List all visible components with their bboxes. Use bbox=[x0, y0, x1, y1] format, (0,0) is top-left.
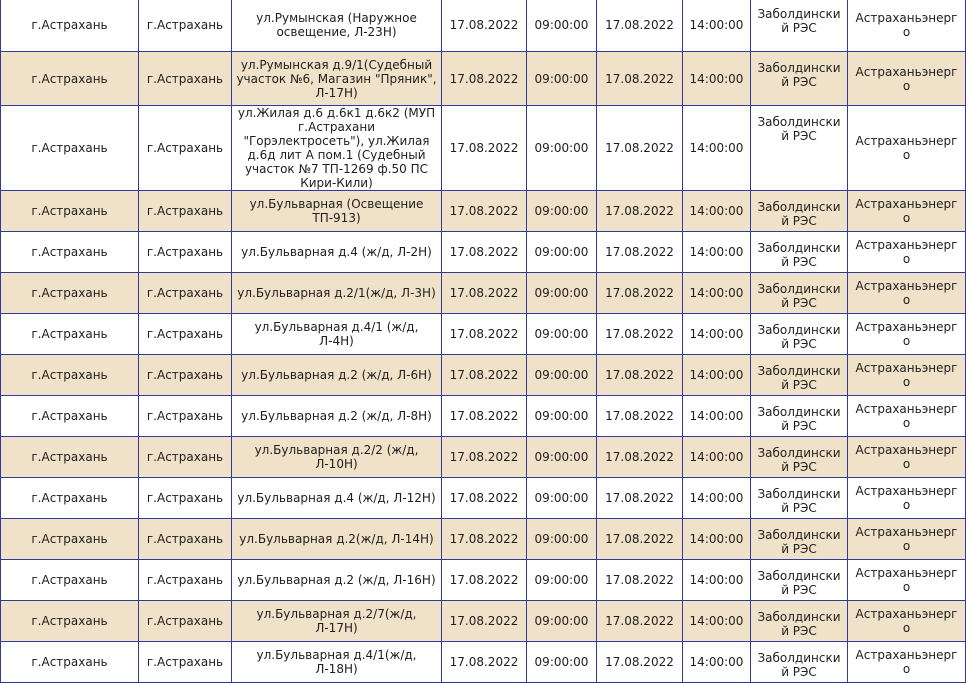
cell-network: Астраханьэнерго bbox=[848, 0, 966, 52]
table-row bbox=[1, 396, 966, 437]
cell-res: Заболдинский РЭС bbox=[751, 396, 848, 437]
cell-end-date: 17.08.2022 bbox=[597, 0, 683, 52]
cell-start-time: 09:00:00 bbox=[527, 601, 597, 642]
cell-res: Заболдинский РЭС bbox=[751, 0, 848, 52]
cell-settlement: г.Астрахань bbox=[1, 0, 139, 52]
cell-locality: г.Астрахань bbox=[139, 106, 232, 191]
cell-end-date: 17.08.2022 bbox=[597, 191, 683, 232]
table-row bbox=[1, 52, 966, 106]
cell-settlement: г.Астрахань bbox=[1, 396, 139, 437]
cell-settlement: г.Астрахань bbox=[1, 273, 139, 314]
cell-address: ул.Бульварная д.2/2 (ж/д, Л-10Н) bbox=[232, 437, 442, 478]
cell-settlement: г.Астрахань bbox=[1, 232, 139, 273]
cell-res: Заболдинский РЭС bbox=[751, 314, 848, 355]
cell-locality: г.Астрахань bbox=[139, 560, 232, 601]
cell-end-date: 17.08.2022 bbox=[597, 355, 683, 396]
cell-start-date: 17.08.2022 bbox=[442, 642, 527, 683]
cell-end-time: 14:00:00 bbox=[683, 0, 751, 52]
table-row bbox=[1, 478, 966, 519]
table-row bbox=[1, 232, 966, 273]
cell-network: Астраханьэнерго bbox=[848, 355, 966, 396]
cell-end-date: 17.08.2022 bbox=[597, 273, 683, 314]
cell-end-time: 14:00:00 bbox=[683, 478, 751, 519]
cell-network: Астраханьэнерго bbox=[848, 396, 966, 437]
cell-end-date: 17.08.2022 bbox=[597, 314, 683, 355]
cell-start-time: 09:00:00 bbox=[527, 437, 597, 478]
cell-start-date: 17.08.2022 bbox=[442, 191, 527, 232]
cell-end-time: 14:00:00 bbox=[683, 437, 751, 478]
cell-start-time: 09:00:00 bbox=[527, 0, 597, 52]
cell-address: ул.Жилая д.6 д.6к1 д.6к2 (МУП г.Астрахани "Горэлектросеть"), ул.Жилая д.6д лит А пом.1 (Судебный участок №7 ТП-1269 ф.50 ПС Кири-Кили) bbox=[232, 106, 442, 191]
cell-end-time: 14:00:00 bbox=[683, 519, 751, 560]
table-body bbox=[1, 0, 966, 683]
cell-network: Астраханьэнерго bbox=[848, 106, 966, 191]
cell-res: Заболдинский РЭС bbox=[751, 273, 848, 314]
cell-locality: г.Астрахань bbox=[139, 232, 232, 273]
table-row bbox=[1, 314, 966, 355]
cell-res: Заболдинский РЭС bbox=[751, 52, 848, 106]
cell-address: ул.Бульварная д.4 (ж/д, Л-12Н) bbox=[232, 478, 442, 519]
cell-start-date: 17.08.2022 bbox=[442, 396, 527, 437]
cell-start-time: 09:00:00 bbox=[527, 560, 597, 601]
cell-res: Заболдинский РЭС bbox=[751, 601, 848, 642]
cell-start-time: 09:00:00 bbox=[527, 396, 597, 437]
cell-address: ул.Румынская д.9/1(Судебный участок №6, Магазин "Пряник", Л-17Н) bbox=[232, 52, 442, 106]
cell-address: ул.Бульварная д.2(ж/д, Л-14Н) bbox=[232, 519, 442, 560]
table-row bbox=[1, 560, 966, 601]
cell-start-date: 17.08.2022 bbox=[442, 478, 527, 519]
cell-start-date: 17.08.2022 bbox=[442, 437, 527, 478]
cell-address: ул.Бульварная д.4/1 (ж/д, Л-4Н) bbox=[232, 314, 442, 355]
cell-network: Астраханьэнерго bbox=[848, 314, 966, 355]
cell-end-time: 14:00:00 bbox=[683, 560, 751, 601]
table-row bbox=[1, 642, 966, 683]
cell-end-date: 17.08.2022 bbox=[597, 437, 683, 478]
cell-settlement: г.Астрахань bbox=[1, 191, 139, 232]
cell-start-time: 09:00:00 bbox=[527, 52, 597, 106]
cell-settlement: г.Астрахань bbox=[1, 355, 139, 396]
cell-settlement: г.Астрахань bbox=[1, 106, 139, 191]
cell-address: ул.Бульварная д.2 (ж/д, Л-16Н) bbox=[232, 560, 442, 601]
cell-end-date: 17.08.2022 bbox=[597, 52, 683, 106]
cell-locality: г.Астрахань bbox=[139, 314, 232, 355]
cell-address: ул.Бульварная д.4 (ж/д, Л-2Н) bbox=[232, 232, 442, 273]
cell-start-time: 09:00:00 bbox=[527, 273, 597, 314]
cell-res: Заболдинский РЭС bbox=[751, 437, 848, 478]
cell-end-time: 14:00:00 bbox=[683, 106, 751, 191]
cell-start-date: 17.08.2022 bbox=[442, 601, 527, 642]
cell-network: Астраханьэнерго bbox=[848, 232, 966, 273]
cell-network: Астраханьэнерго bbox=[848, 437, 966, 478]
table-row bbox=[1, 437, 966, 478]
cell-end-time: 14:00:00 bbox=[683, 191, 751, 232]
cell-locality: г.Астрахань bbox=[139, 273, 232, 314]
cell-start-date: 17.08.2022 bbox=[442, 355, 527, 396]
cell-end-date: 17.08.2022 bbox=[597, 560, 683, 601]
cell-locality: г.Астрахань bbox=[139, 519, 232, 560]
cell-address: ул.Бульварная д.2/1(ж/д, Л-3Н) bbox=[232, 273, 442, 314]
cell-network: Астраханьэнерго bbox=[848, 642, 966, 683]
cell-settlement: г.Астрахань bbox=[1, 52, 139, 106]
cell-start-date: 17.08.2022 bbox=[442, 273, 527, 314]
cell-address: ул.Бульварная (Освещение ТП-913) bbox=[232, 191, 442, 232]
cell-locality: г.Астрахань bbox=[139, 396, 232, 437]
cell-network: Астраханьэнерго bbox=[848, 601, 966, 642]
cell-settlement: г.Астрахань bbox=[1, 478, 139, 519]
cell-address: ул.Бульварная д.4/1(ж/д, Л-18Н) bbox=[232, 642, 442, 683]
cell-start-time: 09:00:00 bbox=[527, 232, 597, 273]
cell-address: ул.Бульварная д.2 (ж/д, Л-6Н) bbox=[232, 355, 442, 396]
cell-end-time: 14:00:00 bbox=[683, 601, 751, 642]
cell-end-time: 14:00:00 bbox=[683, 355, 751, 396]
cell-start-date: 17.08.2022 bbox=[442, 106, 527, 191]
table-row bbox=[1, 273, 966, 314]
table-row bbox=[1, 355, 966, 396]
cell-end-date: 17.08.2022 bbox=[597, 519, 683, 560]
cell-end-date: 17.08.2022 bbox=[597, 642, 683, 683]
cell-res: Заболдинский РЭС bbox=[751, 191, 848, 232]
cell-start-date: 17.08.2022 bbox=[442, 0, 527, 52]
cell-start-date: 17.08.2022 bbox=[442, 232, 527, 273]
cell-network: Астраханьэнерго bbox=[848, 191, 966, 232]
cell-network: Астраханьэнерго bbox=[848, 273, 966, 314]
cell-address: ул.Бульварная д.2 (ж/д, Л-8Н) bbox=[232, 396, 442, 437]
cell-address: ул.Румынская (Наружное освещение, Л-23Н) bbox=[232, 0, 442, 52]
cell-locality: г.Астрахань bbox=[139, 478, 232, 519]
cell-end-date: 17.08.2022 bbox=[597, 396, 683, 437]
cell-locality: г.Астрахань bbox=[139, 191, 232, 232]
cell-settlement: г.Астрахань bbox=[1, 314, 139, 355]
cell-start-date: 17.08.2022 bbox=[442, 560, 527, 601]
cell-res: Заболдинский РЭС bbox=[751, 232, 848, 273]
cell-locality: г.Астрахань bbox=[139, 52, 232, 106]
cell-locality: г.Астрахань bbox=[139, 642, 232, 683]
cell-locality: г.Астрахань bbox=[139, 355, 232, 396]
cell-locality: г.Астрахань bbox=[139, 437, 232, 478]
cell-locality: г.Астрахань bbox=[139, 0, 232, 52]
cell-start-time: 09:00:00 bbox=[527, 642, 597, 683]
cell-end-date: 17.08.2022 bbox=[597, 478, 683, 519]
cell-settlement: г.Астрахань bbox=[1, 560, 139, 601]
cell-res: Заболдинский РЭС bbox=[751, 106, 848, 191]
cell-settlement: г.Астрахань bbox=[1, 519, 139, 560]
cell-start-time: 09:00:00 bbox=[527, 519, 597, 560]
cell-settlement: г.Астрахань bbox=[1, 437, 139, 478]
cell-res: Заболдинский РЭС bbox=[751, 478, 848, 519]
table-row bbox=[1, 601, 966, 642]
cell-start-time: 09:00:00 bbox=[527, 355, 597, 396]
cell-address: ул.Бульварная д.2/7(ж/д, Л-17Н) bbox=[232, 601, 442, 642]
cell-end-date: 17.08.2022 bbox=[597, 106, 683, 191]
cell-network: Астраханьэнерго bbox=[848, 560, 966, 601]
cell-settlement: г.Астрахань bbox=[1, 601, 139, 642]
cell-start-time: 09:00:00 bbox=[527, 478, 597, 519]
cell-end-time: 14:00:00 bbox=[683, 273, 751, 314]
table-row bbox=[1, 0, 966, 52]
cell-start-date: 17.08.2022 bbox=[442, 519, 527, 560]
cell-network: Астраханьэнерго bbox=[848, 52, 966, 106]
table-row bbox=[1, 519, 966, 560]
table-row bbox=[1, 191, 966, 232]
cell-network: Астраханьэнерго bbox=[848, 519, 966, 560]
cell-start-time: 09:00:00 bbox=[527, 106, 597, 191]
cell-end-time: 14:00:00 bbox=[683, 314, 751, 355]
cell-res: Заболдинский РЭС bbox=[751, 560, 848, 601]
cell-settlement: г.Астрахань bbox=[1, 642, 139, 683]
cell-start-date: 17.08.2022 bbox=[442, 52, 527, 106]
table-row bbox=[1, 106, 966, 191]
cell-start-date: 17.08.2022 bbox=[442, 314, 527, 355]
cell-end-time: 14:00:00 bbox=[683, 396, 751, 437]
cell-end-time: 14:00:00 bbox=[683, 232, 751, 273]
cell-network: Астраханьэнерго bbox=[848, 478, 966, 519]
cell-end-time: 14:00:00 bbox=[683, 52, 751, 106]
cell-start-time: 09:00:00 bbox=[527, 314, 597, 355]
cell-start-time: 09:00:00 bbox=[527, 191, 597, 232]
cell-res: Заболдинский РЭС bbox=[751, 519, 848, 560]
cell-res: Заболдинский РЭС bbox=[751, 355, 848, 396]
cell-locality: г.Астрахань bbox=[139, 601, 232, 642]
cell-res: Заболдинский РЭС bbox=[751, 642, 848, 683]
cell-end-date: 17.08.2022 bbox=[597, 232, 683, 273]
cell-end-date: 17.08.2022 bbox=[597, 601, 683, 642]
cell-end-time: 14:00:00 bbox=[683, 642, 751, 683]
